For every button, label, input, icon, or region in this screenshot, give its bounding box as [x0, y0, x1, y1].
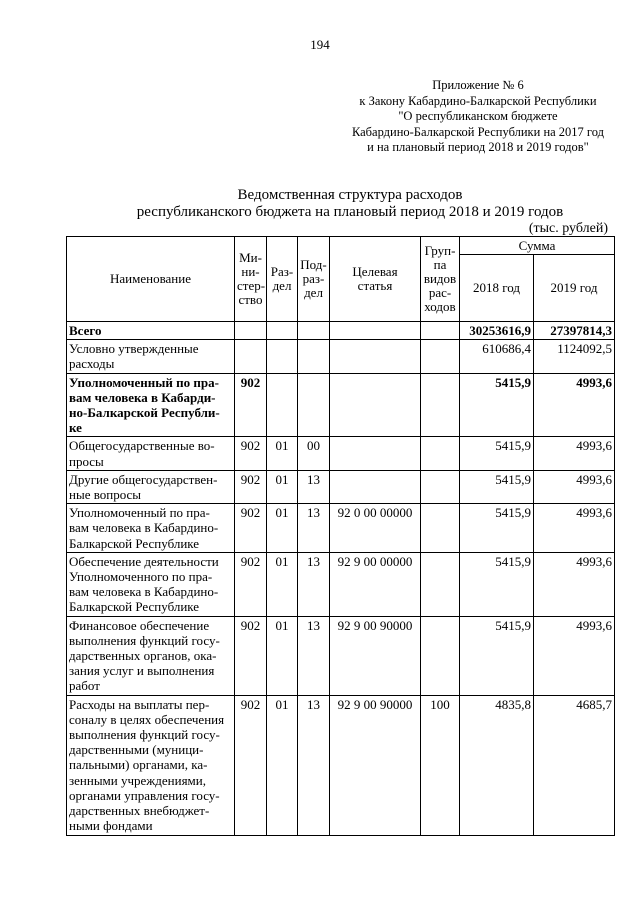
header-expense-group: Груп- па видов рас- ходов: [421, 237, 460, 322]
cell-subsection: 13: [298, 504, 330, 553]
appendix-line: Приложение № 6: [432, 78, 524, 92]
cell-sum-2018: 4835,8: [460, 695, 534, 835]
table-row: [67, 695, 615, 835]
cell-ministry: 902: [235, 504, 267, 553]
cell-sum-2018: 5415,9: [460, 437, 534, 470]
cell-subsection: 00: [298, 437, 330, 470]
appendix-line: Кабардино-Балкарской Республики на 2017 год: [351, 124, 604, 139]
cell-expense-group: [421, 340, 460, 373]
cell-subsection: 13: [298, 616, 330, 695]
cell-ministry: 902: [235, 616, 267, 695]
cell-subsection: 13: [298, 552, 330, 616]
cell-sum-2018: 30253616,9: [460, 322, 534, 340]
cell-sum-2019: 4993,6: [534, 437, 615, 470]
cell-name: Уполномоченный по пра- вам человека в Кабарди- но-Балкарской Республи- ке: [67, 373, 235, 437]
cell-sum-2019: 4993,6: [534, 373, 615, 437]
cell-name: Финансовое обеспечение выполнения функций госу- дарственных органов, ока- зания услуг и выполнения работ: [67, 616, 235, 695]
cell-subsection: 13: [298, 470, 330, 503]
cell-sum-2018: 5415,9: [460, 504, 534, 553]
cell-name: Условно утвержденные расходы: [67, 340, 235, 373]
cell-article: [330, 373, 421, 437]
cell-sum-2019: 4993,6: [534, 616, 615, 695]
cell-section: 01: [267, 552, 298, 616]
cell-article: [330, 437, 421, 470]
cell-sum-2019: 4993,6: [534, 504, 615, 553]
table-row: [67, 470, 615, 503]
cell-subsection: 13: [298, 695, 330, 835]
cell-expense-group: [421, 322, 460, 340]
appendix-line: и на плановый период 2018 и 2019 годов": [367, 140, 589, 154]
cell-section: 01: [267, 437, 298, 470]
appendix-header: [352, 78, 604, 156]
cell-article: 92 9 00 00000: [330, 552, 421, 616]
cell-expense-group: [421, 470, 460, 503]
title-line: Ведомственная структура расходов: [237, 187, 463, 203]
cell-name: Уполномоченный по пра- вам человека в Кабардино- Балкарской Республике: [67, 504, 235, 553]
cell-subsection: [298, 373, 330, 437]
cell-sum-2018: 5415,9: [460, 552, 534, 616]
cell-sum-2019: 27397814,3: [534, 322, 615, 340]
cell-subsection: [298, 340, 330, 373]
table-row: [67, 322, 615, 340]
header-ministry: Ми- ни- стер- ство: [235, 237, 267, 322]
cell-ministry: 902: [235, 437, 267, 470]
table-row: [67, 616, 615, 695]
cell-sum-2019: 4993,6: [534, 552, 615, 616]
cell-sum-2018: 610686,4: [460, 340, 534, 373]
table-row: [67, 340, 615, 373]
cell-article: 92 9 00 90000: [330, 616, 421, 695]
cell-sum-2018: 5415,9: [460, 470, 534, 503]
cell-name: Общегосударственные во- просы: [67, 437, 235, 470]
cell-name: Расходы на выплаты пер- соналу в целях обеспечения выполнения функций госу- дарственными (муници- пальными) органами, ка- зенными учреждениями, органами управления госу- дарственных внебюджет- ными фондами: [67, 695, 235, 835]
table-row: [67, 373, 615, 437]
cell-section: 01: [267, 470, 298, 503]
cell-article: 92 9 00 90000: [330, 695, 421, 835]
table-row: [67, 437, 615, 470]
cell-sum-2019: 4685,7: [534, 695, 615, 835]
cell-name: Другие общегосударствен- ные вопросы: [67, 470, 235, 503]
cell-ministry: 902: [235, 470, 267, 503]
cell-expense-group: [421, 373, 460, 437]
cell-sum-2019: 1124092,5: [534, 340, 615, 373]
cell-section: 01: [267, 504, 298, 553]
appendix-line: к Закону Кабардино-Балкарской Республики: [359, 93, 597, 108]
cell-ministry: [235, 340, 267, 373]
cell-name: Обеспечение деятельности Уполномоченного по пра- вам человека в Кабардино- Балкарской Республике: [67, 552, 235, 616]
title-line: республиканского бюджета на плановый период 2018 и 2019 годов: [136, 204, 564, 220]
cell-subsection: [298, 322, 330, 340]
cell-ministry: [235, 322, 267, 340]
cell-section: [267, 322, 298, 340]
cell-sum-2018: 5415,9: [460, 616, 534, 695]
header-article: Целевая статья: [330, 237, 421, 322]
header-subsection: Под- раз- дел: [298, 237, 330, 322]
header-year-2018: 2018 год: [460, 255, 534, 322]
cell-expense-group: [421, 504, 460, 553]
cell-section: [267, 340, 298, 373]
cell-section: 01: [267, 695, 298, 835]
header-section: Раз- дел: [267, 237, 298, 322]
header-name: Наименование: [67, 237, 235, 322]
cell-section: 01: [267, 616, 298, 695]
cell-ministry: 902: [235, 552, 267, 616]
cell-expense-group: [421, 616, 460, 695]
cell-article: [330, 470, 421, 503]
table-header-row: [67, 237, 615, 255]
cell-article: 92 0 00 00000: [330, 504, 421, 553]
cell-ministry: 902: [235, 373, 267, 437]
cell-article: [330, 340, 421, 373]
cell-expense-group: [421, 437, 460, 470]
table-row: [67, 504, 615, 553]
cell-sum-2019: 4993,6: [534, 470, 615, 503]
cell-article: [330, 322, 421, 340]
header-sum: Сумма: [460, 237, 615, 255]
cell-expense-group: 100: [421, 695, 460, 835]
cell-sum-2018: 5415,9: [460, 373, 534, 437]
budget-table: [66, 236, 615, 836]
cell-section: [267, 373, 298, 437]
cell-name: Всего: [67, 322, 235, 340]
units-label: (тыс. рублей): [528, 221, 608, 236]
header-year-2019: 2019 год: [534, 255, 615, 322]
cell-ministry: 902: [235, 695, 267, 835]
page-number: 194: [310, 37, 330, 52]
table-row: [67, 552, 615, 616]
document-title: [0, 187, 640, 221]
appendix-line: "О республиканском бюджете: [398, 109, 558, 123]
cell-expense-group: [421, 552, 460, 616]
